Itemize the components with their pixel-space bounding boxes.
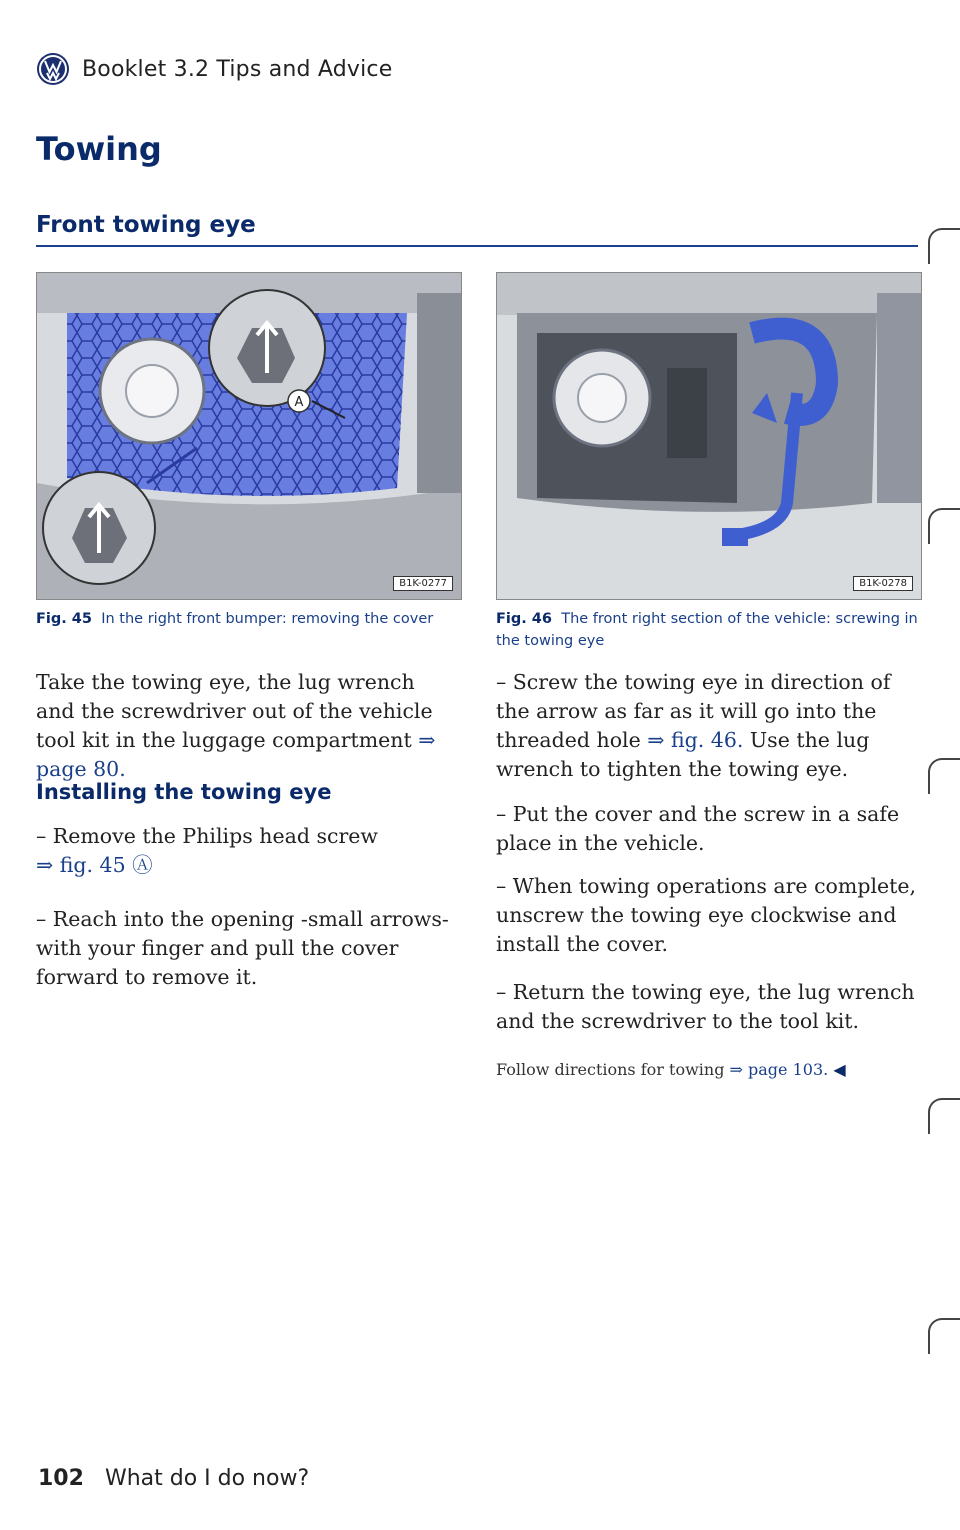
intro-text: Take the towing eye, the lug wrench and the screwdriver out of the vehicle tool kit in the luggage compartment bbox=[36, 670, 433, 752]
left-step-1 bbox=[36, 822, 456, 880]
figure-45-image bbox=[36, 272, 462, 600]
booklet-label: Booklet 3.2 Tips and Advice bbox=[82, 56, 393, 82]
left-step-2 bbox=[36, 905, 456, 992]
figure-45-caption bbox=[36, 608, 460, 630]
left-step-2-text: – Reach into the opening -small arrows- with your finger and pull the cover forward to remove it. bbox=[36, 907, 449, 989]
intro-paragraph bbox=[36, 668, 456, 784]
edge-tab-5 bbox=[928, 1318, 960, 1354]
right-step-4 bbox=[496, 978, 921, 1036]
right-step-2 bbox=[496, 800, 921, 858]
footer-section: What do I do now? bbox=[104, 1466, 310, 1491]
follow-directions bbox=[496, 1060, 921, 1079]
figure-45-code: B1K-0277 bbox=[393, 576, 453, 591]
right-step-1-after: Use the lug wrench to tighten the towing eye. bbox=[496, 728, 870, 781]
follow-page-link[interactable]: ⇒ page 103. bbox=[729, 1060, 829, 1079]
svg-text:A: A bbox=[294, 395, 304, 410]
edge-tab-2 bbox=[928, 508, 960, 544]
edge-tab-4 bbox=[928, 1098, 960, 1134]
installing-heading: Installing the towing eye bbox=[36, 780, 332, 804]
end-marker-icon: ◀ bbox=[833, 1060, 846, 1079]
figure-45-label: Fig. 45 bbox=[36, 611, 92, 627]
right-step-3 bbox=[496, 872, 921, 959]
figure-46-code: B1K-0278 bbox=[853, 576, 913, 591]
right-step-2-text: – Put the cover and the screw in a safe place in the vehicle. bbox=[496, 802, 900, 855]
intro-page-link[interactable]: ⇒ page 80. bbox=[36, 728, 436, 781]
figure-46-image bbox=[496, 272, 922, 600]
figure-46-label: Fig. 46 bbox=[496, 611, 552, 627]
figure-45-caption-text: In the right front bumper: removing the cover bbox=[101, 611, 434, 627]
right-step-1-fig-link[interactable]: ⇒ fig. 46. bbox=[647, 728, 744, 752]
figure-46-caption bbox=[496, 608, 920, 652]
page-footer bbox=[38, 1466, 309, 1491]
section-subtitle: Front towing eye bbox=[36, 212, 256, 238]
page-title: Towing bbox=[36, 130, 162, 168]
right-step-3-text: – When towing operations are complete, unscrew the towing eye clockwise and install the cover. bbox=[496, 874, 917, 956]
page-number: 102 bbox=[38, 1466, 84, 1491]
vw-logo-icon bbox=[36, 52, 70, 86]
left-step-1-text: – Remove the Philips head screw bbox=[36, 824, 378, 848]
right-step-4-text: – Return the towing eye, the lug wrench and the screwdriver to the tool kit. bbox=[496, 980, 915, 1033]
right-step-1 bbox=[496, 668, 921, 784]
figure-46-caption-text: The front right section of the vehicle: screwing in the towing eye bbox=[496, 611, 918, 649]
right-step-1-text: – Screw the towing eye in direction of the arrow as far as it will go into the threaded hole bbox=[496, 670, 891, 752]
left-step-1-fig-link[interactable]: ⇒ fig. 45 Ⓐ bbox=[36, 853, 153, 877]
edge-tab-1 bbox=[928, 228, 960, 264]
edge-tab-3 bbox=[928, 758, 960, 794]
follow-text: Follow directions for towing bbox=[496, 1060, 725, 1079]
header bbox=[36, 52, 392, 86]
heading-rule bbox=[36, 245, 918, 247]
